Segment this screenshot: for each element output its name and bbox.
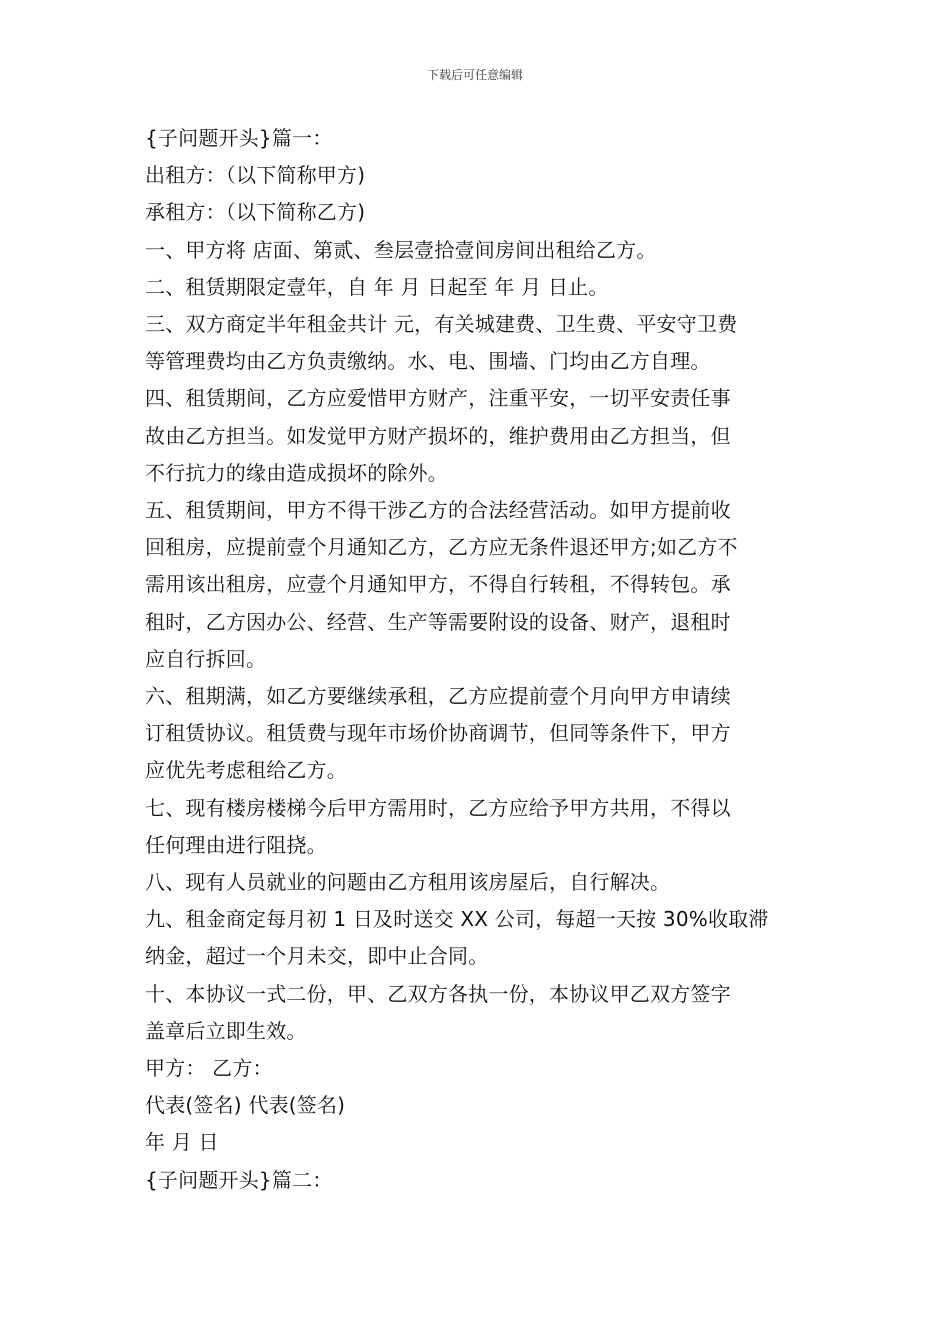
clause-5-line-4: 租时，乙方因办公、经营、生产等需要附设的设备、财产，退租时 bbox=[145, 609, 731, 634]
clause-6-line-2: 订租赁协议。租赁费与现年市场价协商调节，但同等条件下，甲方 bbox=[145, 721, 731, 746]
clause-6-line-3: 应优先考虑租给乙方。 bbox=[145, 758, 347, 783]
signature-date: 年 月 日 bbox=[145, 1130, 219, 1155]
clause-8: 八、现有人员就业的问题由乙方租用该房屋后，自行解决。 bbox=[145, 870, 671, 895]
clause-10-line-1: 十、本协议一式二份，甲、乙双方各执一份，本协议甲乙双方签字 bbox=[145, 981, 731, 1006]
clause-3-line-1: 三、双方商定半年租金共计 元，有关城建费、卫生费、平安守卫费 bbox=[145, 312, 738, 337]
clause-7-line-2: 任何理由进行阻挠。 bbox=[145, 832, 327, 857]
clause-9-line-1: 九、租金商定每月初 1 日及时送交 XX 公司，每超一天按 30%收取滞 bbox=[145, 907, 769, 932]
signature-parties: 甲方： 乙方： bbox=[145, 1056, 273, 1081]
lessor-line: 出租方：（以下简称甲方) bbox=[145, 163, 366, 188]
section-heading-1: {子问题开头}篇一： bbox=[145, 126, 333, 150]
signature-representatives: 代表(签名) 代表(签名) bbox=[145, 1093, 346, 1118]
clause-5-line-1: 五、租赁期间，甲方不得干涉乙方的合法经营活动。如甲方提前收 bbox=[145, 498, 731, 523]
clause-4-line-2: 故由乙方担当。如发觉甲方财产损坏的，维护费用由乙方担当，但 bbox=[145, 423, 731, 448]
clause-7-line-1: 七、现有楼房楼梯今后甲方需用时，乙方应给予甲方共用，不得以 bbox=[145, 795, 731, 820]
clause-5-line-2: 回租房，应提前壹个月通知乙方，乙方应无条件退还甲方;如乙方不 bbox=[145, 535, 738, 560]
section-heading-2: {子问题开头}篇二： bbox=[145, 1167, 333, 1192]
clause-4-line-1: 四、租赁期间，乙方应爱惜甲方财产，注重平安，一切平安责任事 bbox=[145, 386, 731, 411]
page-header-note: 下载后可任意编辑 bbox=[426, 68, 523, 82]
clause-4-line-3: 不行抗力的缘由造成损坏的除外。 bbox=[145, 460, 448, 485]
clause-2: 二、租赁期限定壹年，自 年 月 日起至 年 月 日止。 bbox=[145, 274, 609, 299]
clause-10-line-2: 盖章后立即生效。 bbox=[145, 1018, 307, 1043]
clause-9-line-2: 纳金，超过一个月未交，即中止合同。 bbox=[145, 944, 489, 969]
clause-1: 一、甲方将 店面、第贰、叁层壹拾壹间房间出租给乙方。 bbox=[145, 237, 657, 262]
clause-3-line-2: 等管理费均由乙方负责缴纳。水、电、围墙、门均由乙方自理。 bbox=[145, 349, 711, 374]
clause-5-line-3: 需用该出租房，应壹个月通知甲方，不得自行转租，不得转包。承 bbox=[145, 572, 731, 597]
document-body bbox=[145, 120, 810, 1199]
clause-5-line-5: 应自行拆回。 bbox=[145, 646, 267, 671]
lessee-line: 承租方：（以下简称乙方) bbox=[145, 200, 366, 225]
clause-6-line-1: 六、租期满，如乙方要继续承租，乙方应提前壹个月向甲方申请续 bbox=[145, 684, 731, 709]
